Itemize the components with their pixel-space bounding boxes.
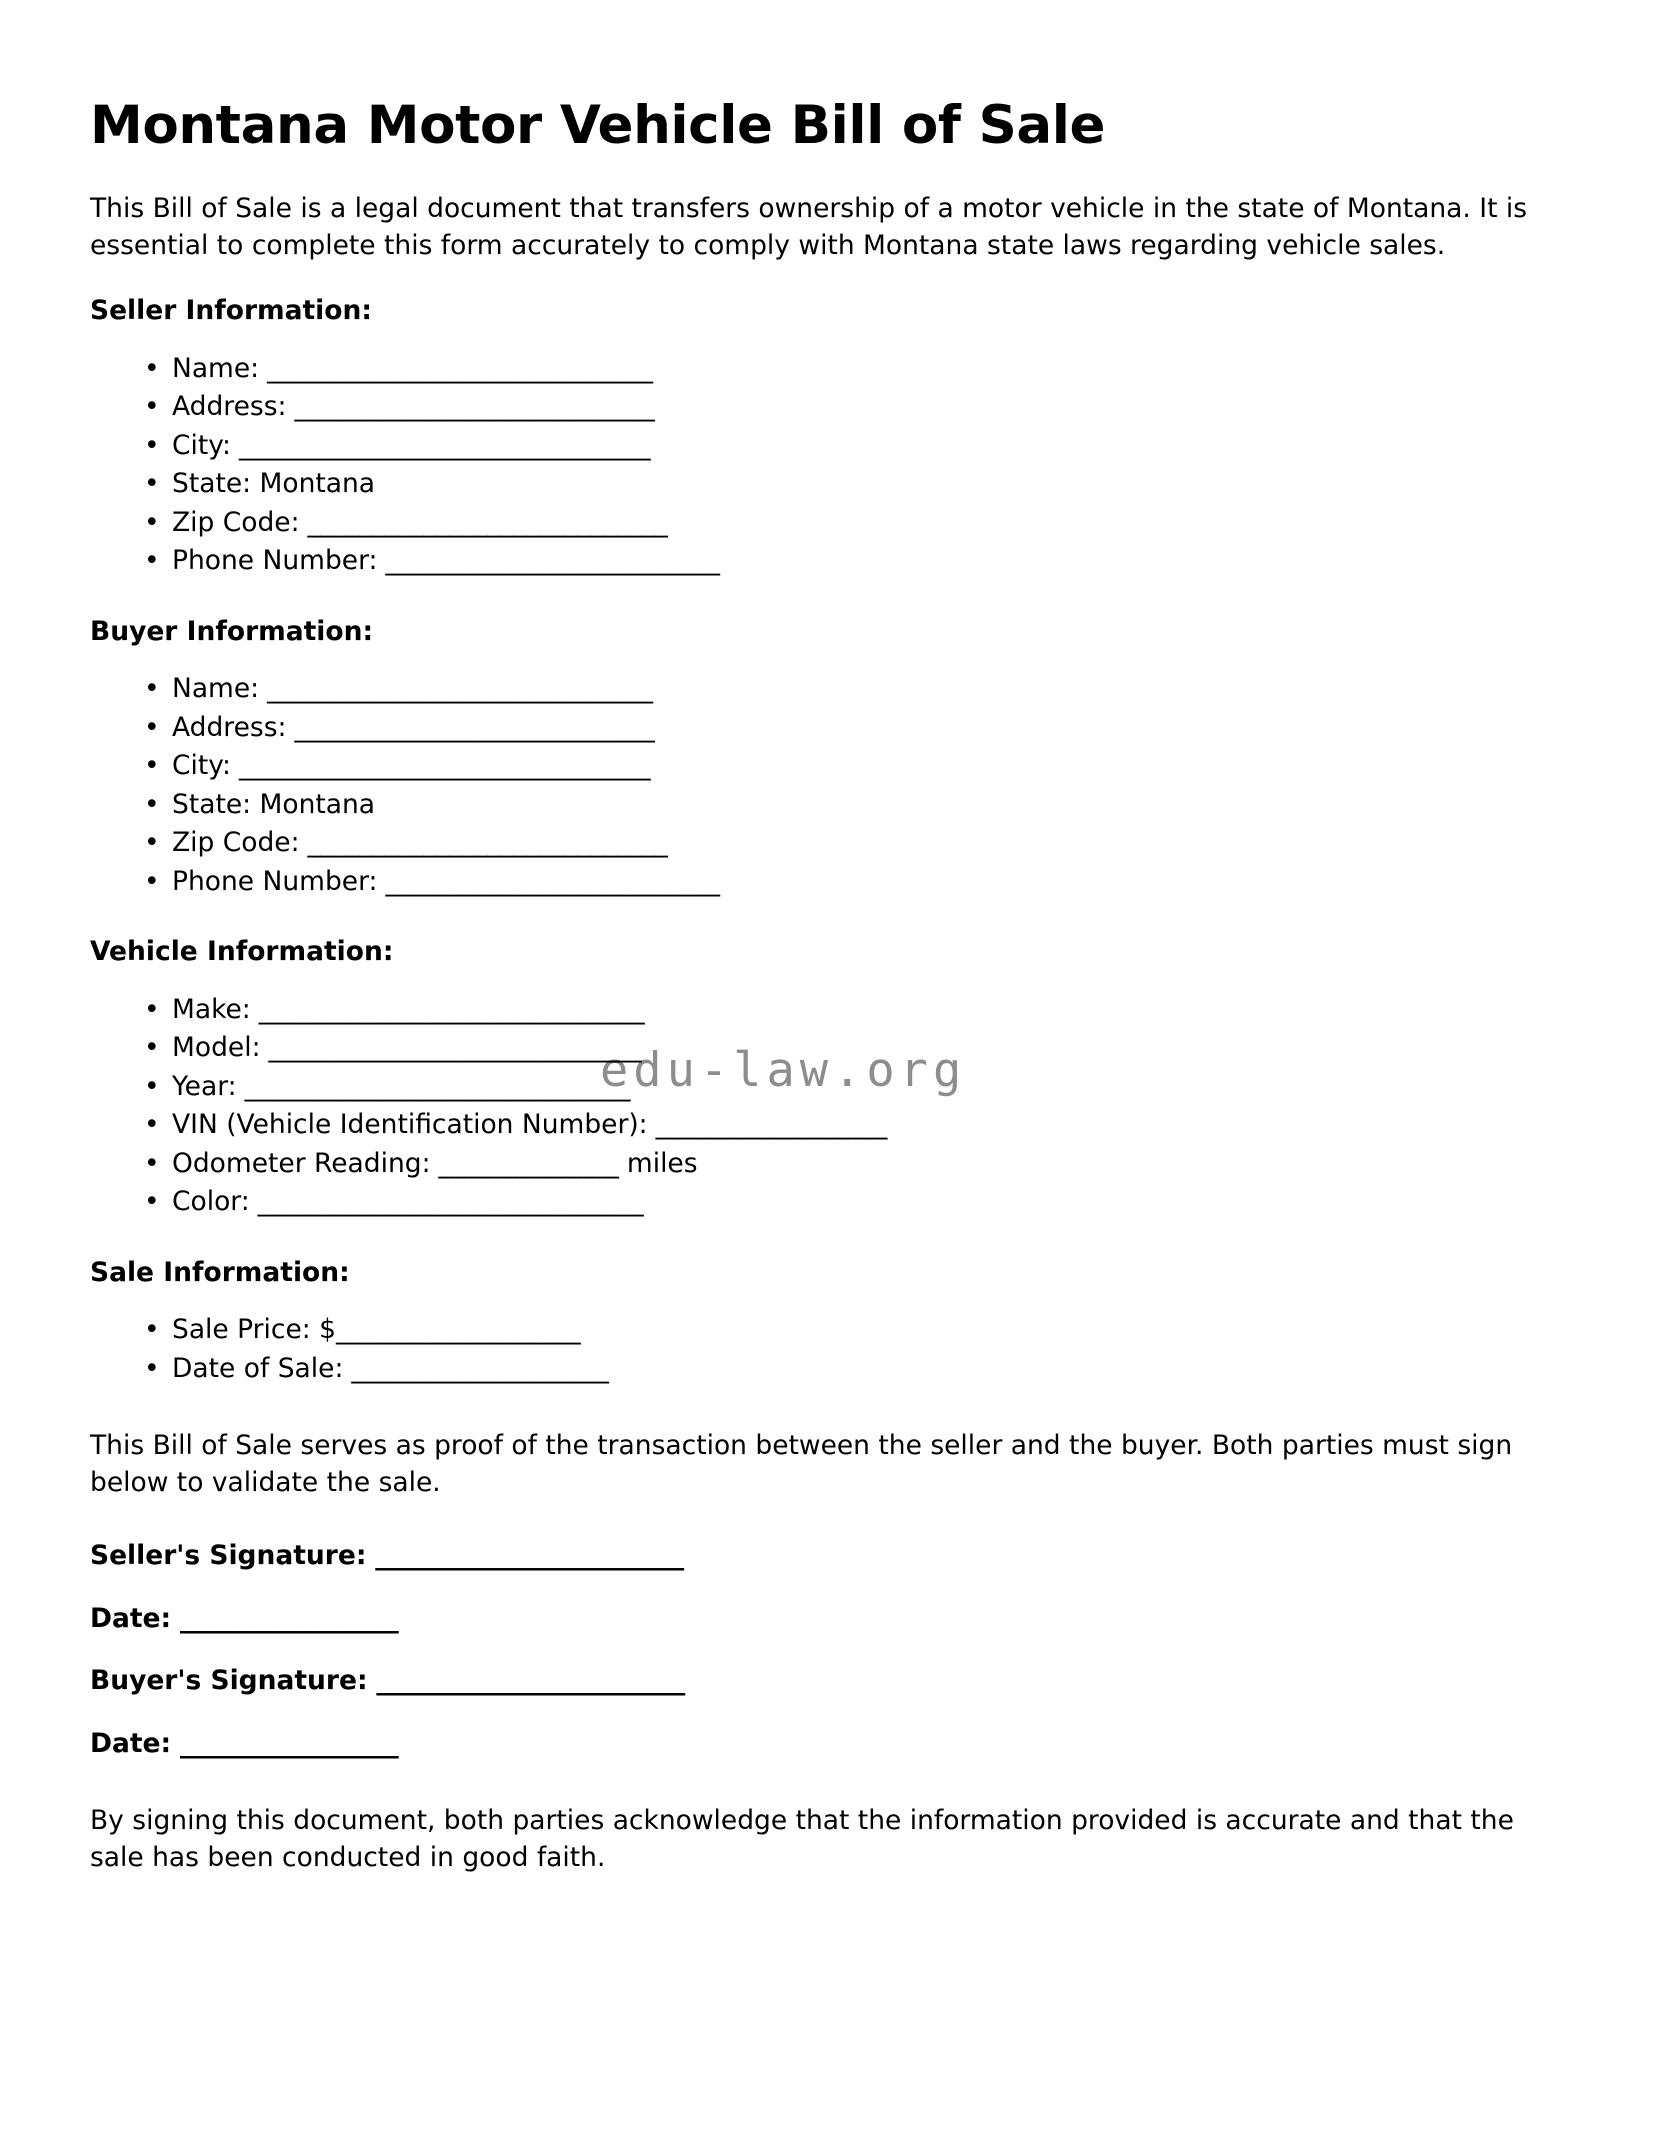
field-blank[interactable]: ______________________________ xyxy=(249,1186,644,1218)
list-item xyxy=(90,1311,1538,1350)
field-blank[interactable]: __________________________ xyxy=(377,545,720,577)
list-item xyxy=(90,1106,1538,1145)
field-label: Odometer Reading: xyxy=(172,1147,431,1179)
buyer-signature-blank[interactable]: ________________________ xyxy=(367,1665,685,1697)
site-watermark: edu-law.org xyxy=(600,1043,967,1098)
buyer-date-label: Date: xyxy=(90,1727,172,1759)
seller-date-label: Date: xyxy=(90,1602,172,1634)
list-item xyxy=(90,670,1538,709)
field-label: Zip Code: xyxy=(172,827,300,859)
field-blank[interactable]: __________________ xyxy=(647,1109,887,1141)
field-label: City: xyxy=(172,429,231,461)
seller-signature-label: Seller's Signature: xyxy=(90,1540,367,1572)
seller-date-blank[interactable]: _________________ xyxy=(171,1602,399,1634)
field-value: Montana xyxy=(251,468,376,500)
list-item xyxy=(90,747,1538,786)
list-item xyxy=(90,1183,1538,1222)
field-value: Montana xyxy=(251,788,376,820)
document-content xyxy=(90,96,1538,1876)
field-label: VIN (Vehicle Identification Number): xyxy=(172,1109,648,1141)
field-label: Phone Number: xyxy=(172,545,378,577)
sale-information-heading: Sale Information: xyxy=(90,1256,350,1288)
field-label: State: xyxy=(172,788,252,820)
closing-paragraph: This Bill of Sale serves as proof of the transaction between the seller and the buyer. Both parties must sign below to validate the sale. xyxy=(90,1430,1513,1498)
field-label: Year: xyxy=(172,1070,237,1102)
field-blank[interactable]: ______________________________ xyxy=(259,352,653,384)
field-blank[interactable]: ________________________________ xyxy=(230,429,651,461)
seller-information-heading: Seller Information: xyxy=(90,295,372,327)
field-blank[interactable]: ______________ xyxy=(430,1147,619,1179)
list-item xyxy=(90,709,1538,748)
list-item xyxy=(90,504,1538,543)
field-blank[interactable]: ____________________________ xyxy=(299,506,668,538)
field-label: Address: xyxy=(172,391,287,423)
buyer-date-line xyxy=(90,1727,1538,1761)
list-item xyxy=(90,542,1538,581)
field-label: City: xyxy=(172,750,231,782)
field-blank[interactable]: ____________________________ xyxy=(286,391,655,423)
seller-signature-blank[interactable]: ________________________ xyxy=(366,1540,684,1572)
buyer-date-blank[interactable]: _________________ xyxy=(171,1727,399,1759)
field-label: Color: xyxy=(172,1186,250,1218)
buyer-information-heading: Buyer Information: xyxy=(90,615,374,647)
list-item xyxy=(90,350,1538,389)
field-suffix: miles xyxy=(618,1147,698,1179)
buyer-information-fields xyxy=(90,670,1538,901)
list-item xyxy=(90,427,1538,466)
vehicle-information-fields xyxy=(90,991,1538,1222)
vehicle-information-heading: Vehicle Information: xyxy=(90,936,394,968)
list-item xyxy=(90,786,1538,825)
field-label: Phone Number: xyxy=(172,865,378,897)
field-blank[interactable]: ________________________________ xyxy=(230,750,651,782)
list-item xyxy=(90,388,1538,427)
field-label: Make: xyxy=(172,993,251,1025)
field-label: Zip Code: xyxy=(172,506,300,538)
field-label: Sale Price: $ xyxy=(172,1314,337,1346)
field-blank[interactable]: ______________________________ xyxy=(236,1070,631,1102)
sale-information-fields xyxy=(90,1311,1538,1388)
acknowledgement-paragraph: By signing this document, both parties acknowledge that the information provided is accurate and that the sale has been conducted in good faith. xyxy=(90,1805,1514,1873)
page-title: Montana Motor Vehicle Bill of Sale xyxy=(90,95,1106,156)
field-blank[interactable]: __________________________ xyxy=(377,865,720,897)
list-item xyxy=(90,824,1538,863)
list-item xyxy=(90,1145,1538,1184)
list-item xyxy=(90,1029,1538,1068)
field-label: Name: xyxy=(172,673,260,705)
field-label: Date of Sale: xyxy=(172,1352,344,1384)
field-label: State: xyxy=(172,468,252,500)
field-blank[interactable]: ____________________ xyxy=(343,1352,609,1384)
field-blank[interactable]: ______________________________ xyxy=(259,673,653,705)
list-item xyxy=(90,863,1538,902)
list-item xyxy=(90,465,1538,504)
field-label: Model: xyxy=(172,1032,261,1064)
field-blank[interactable]: ______________________________ xyxy=(250,993,645,1025)
seller-date-line xyxy=(90,1602,1538,1636)
field-blank[interactable]: ___________________ xyxy=(336,1314,581,1346)
buyer-signature-line xyxy=(90,1664,1538,1698)
list-item xyxy=(90,991,1538,1030)
field-label: Name: xyxy=(172,352,260,384)
field-blank[interactable]: _____________________________ xyxy=(260,1032,642,1064)
intro-paragraph: This Bill of Sale is a legal document that transfers ownership of a motor vehicle in the state of Montana. It is essential to complete this form accurately to comply with Montana state laws regarding vehicle sales. xyxy=(90,193,1528,261)
seller-signature-line xyxy=(90,1539,1538,1573)
field-blank[interactable]: ____________________________ xyxy=(286,711,655,743)
list-item xyxy=(90,1068,1538,1107)
field-label: Address: xyxy=(172,711,287,743)
buyer-signature-label: Buyer's Signature: xyxy=(90,1665,368,1697)
field-blank[interactable]: ____________________________ xyxy=(299,827,668,859)
seller-information-fields xyxy=(90,350,1538,581)
list-item xyxy=(90,1350,1538,1389)
